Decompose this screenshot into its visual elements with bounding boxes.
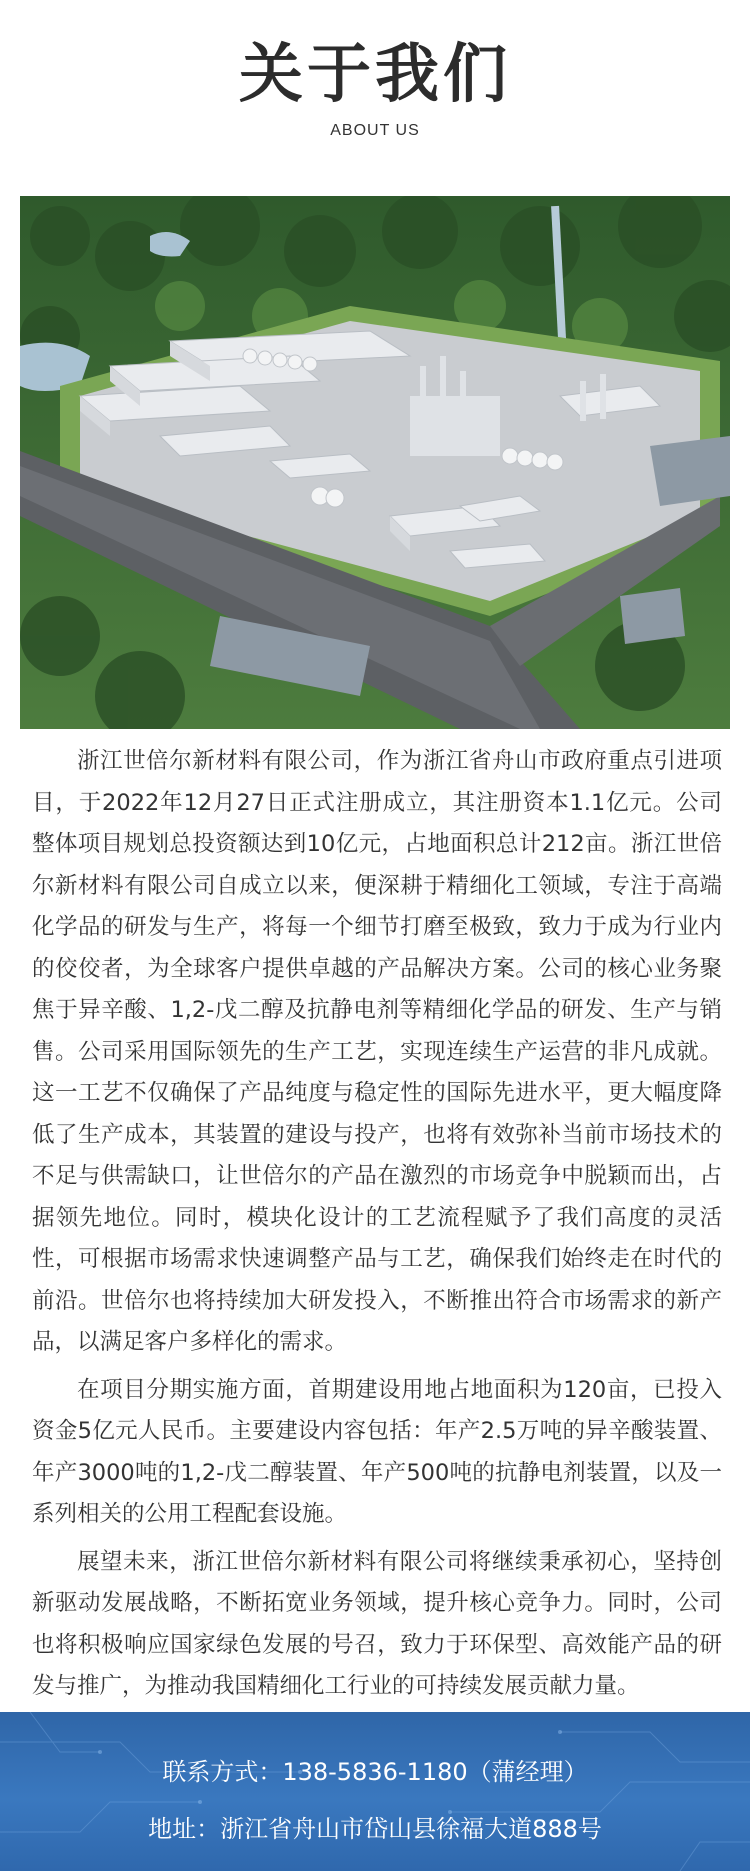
description-paragraph-2: 在项目分期实施方面，首期建设用地占地面积为120亩，已投入资金5亿元人民币。主要建设内容包括：年产2.5万吨的异辛酸装置、年产3000吨的1,2-戊二醇装置、年产500吨的抗静电剂装置，以及一系列相关的公用工程配套设施。	[32, 1376, 722, 1527]
contact-footer	[0, 1712, 750, 1871]
page-title: 关于我们	[239, 38, 511, 112]
footer-background-pattern	[0, 1712, 750, 1871]
company-description	[32, 741, 722, 1714]
contact-address: 地址：浙江省舟山市岱山县徐福大道888号	[148, 1815, 602, 1843]
factory-aerial-image	[20, 196, 730, 729]
page-subtitle: ABOUT US	[330, 122, 420, 140]
page-header	[0, 0, 750, 196]
description-paragraph-3: 展望未来，浙江世倍尔新材料有限公司将继续秉承初心，坚持创新驱动发展战略，不断拓宽业务领域，提升核心竞争力。同时，公司也将积极响应国家绿色发展的号召，致力于环保型、高效能产品的研发与推广，为推动我国精细化工行业的可持续发展贡献力量。	[32, 1548, 722, 1699]
description-paragraph-1: 浙江世倍尔新材料有限公司，作为浙江省舟山市政府重点引进项目，于2022年12月27日正式注册成立，其注册资本1.1亿元。公司整体项目规划总投资额达到10亿元，占地面积总计212亩。浙江世倍尔新材料有限公司自成立以来，便深耕于精细化工领域，专注于高端化学品的研发与生产，将每一个细节打磨至极致，致力于成为行业内的佼佼者，为全球客户提供卓越的产品解决方案。公司的核心业务聚焦于异辛酸、1,2-戊二醇及抗静电剂等精细化学品的研发、生产与销售。公司采用国际领先的生产工艺，实现连续生产运营的非凡成就。这一工艺不仅确保了产品纯度与稳定性的国际先进水平，更大幅度降低了生产成本，其装置的建设与投产，也将有效弥补当前市场技术的不足与供需缺口，让世倍尔的产品在激烈的市场竞争中脱颖而出，占据领先地位。同时，模块化设计的工艺流程赋予了我们高度的灵活性，可根据市场需求快速调整产品与工艺，确保我们始终走在时代的前沿。世倍尔也将持续加大研发投入，不断推出符合市场需求的新产品，以满足客户多样化的需求。	[32, 748, 722, 1355]
contact-phone: 联系方式：138-5836-1180（蒲经理）	[162, 1758, 588, 1786]
